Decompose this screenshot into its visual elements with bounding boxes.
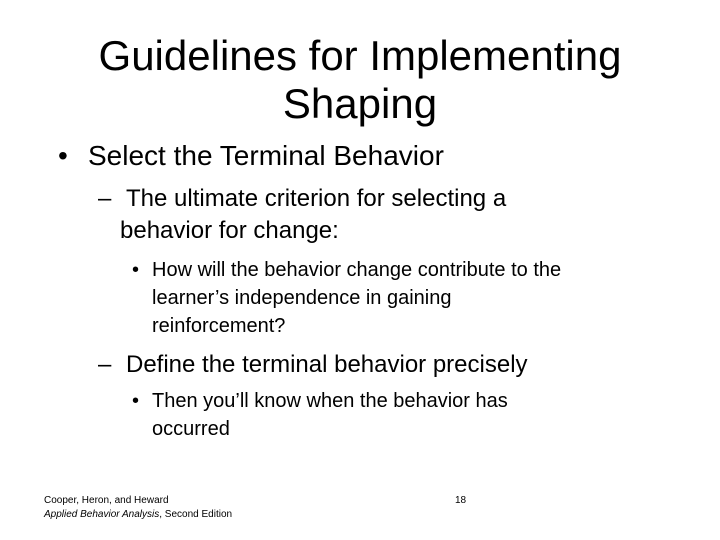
subsub-bullet-then-line-1: Then you’ll know when the behavior has bbox=[152, 390, 508, 412]
subsub-bullet-then-line-2: occurred bbox=[152, 418, 230, 440]
bullet-marker: • bbox=[132, 259, 140, 281]
footer-book-title: Applied Behavior Analysis bbox=[44, 509, 160, 520]
bullet-marker: • bbox=[58, 140, 68, 171]
bullet-select-terminal-behavior: Select the Terminal Behavior bbox=[88, 140, 444, 171]
footer-edition: , Second Edition bbox=[159, 509, 233, 520]
slide-title-line-2: Shaping bbox=[282, 80, 438, 127]
footer-authors: Cooper, Heron, and Heward bbox=[44, 495, 169, 506]
footer-citation bbox=[44, 494, 232, 522]
bullet-marker: • bbox=[132, 390, 140, 412]
subsub-bullet-question-line-1: How will the behavior change contribute to the bbox=[152, 259, 562, 281]
dash-marker: – bbox=[98, 351, 112, 378]
dash-marker: – bbox=[98, 185, 112, 212]
footer-book-line bbox=[44, 508, 232, 522]
slide-title-line-1: Guidelines for Implementing bbox=[98, 32, 622, 79]
sub-bullet-define-precisely: Define the terminal behavior precisely bbox=[126, 351, 528, 378]
sub-bullet-criterion-line-1: The ultimate criterion for selecting a bbox=[126, 185, 507, 212]
subsub-bullet-question-line-3: reinforcement? bbox=[152, 315, 286, 337]
subsub-bullet-question-line-2: learner’s independence in gaining bbox=[152, 287, 452, 309]
page-number: 18 bbox=[455, 495, 467, 506]
sub-bullet-criterion-line-2: behavior for change: bbox=[120, 217, 339, 244]
slide-title bbox=[40, 32, 680, 128]
